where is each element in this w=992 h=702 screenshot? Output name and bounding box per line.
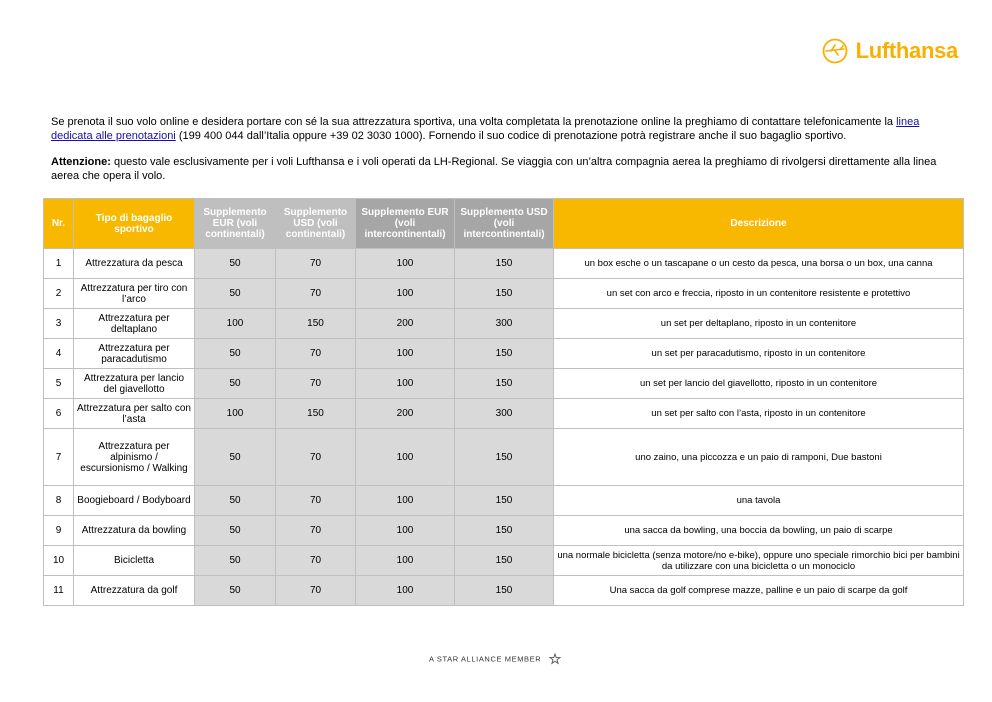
row-eur-intercontinental: 100: [356, 249, 455, 279]
row-nr: 6: [44, 399, 74, 429]
row-eur-continental: 50: [195, 516, 276, 546]
row-usd-intercontinental: 150: [455, 429, 554, 486]
table-row: [44, 309, 964, 339]
row-eur-intercontinental: 100: [356, 279, 455, 309]
header-type: Tipo di bagaglio sportivo: [74, 199, 195, 249]
row-usd-intercontinental: 300: [455, 399, 554, 429]
row-usd-continental: 70: [276, 249, 356, 279]
header-usd-intercontinental: Supplemento USD (voli intercontinentali): [455, 199, 554, 249]
row-nr: 10: [44, 546, 74, 576]
row-eur-continental: 50: [195, 249, 276, 279]
footer: [0, 653, 992, 665]
row-eur-continental: 50: [195, 486, 276, 516]
table-row: [44, 369, 964, 399]
row-usd-intercontinental: 150: [455, 339, 554, 369]
header-nr: Nr.: [44, 199, 74, 249]
row-usd-continental: 150: [276, 399, 356, 429]
table-row: [44, 576, 964, 606]
table-row: [44, 249, 964, 279]
table-row: [44, 339, 964, 369]
row-type: Attrezzatura da pesca: [74, 249, 195, 279]
row-eur-intercontinental: 100: [356, 339, 455, 369]
row-nr: 11: [44, 576, 74, 606]
row-type: Boogieboard / Bodyboard: [74, 486, 195, 516]
row-eur-intercontinental: 100: [356, 546, 455, 576]
row-eur-continental: 100: [195, 399, 276, 429]
row-usd-intercontinental: 150: [455, 576, 554, 606]
row-nr: 9: [44, 516, 74, 546]
row-usd-continental: 70: [276, 486, 356, 516]
row-nr: 3: [44, 309, 74, 339]
row-eur-intercontinental: 100: [356, 576, 455, 606]
attention-label: Attenzione:: [51, 156, 111, 168]
row-eur-intercontinental: 100: [356, 516, 455, 546]
row-eur-intercontinental: 100: [356, 369, 455, 399]
row-description: una normale bicicletta (senza motore/no e-bike), oppure uno speciale rimorchio bici per bambini da utilizzare con una bicicletta o un monociclo: [554, 546, 964, 576]
row-description: Una sacca da golf comprese mazze, palline e un paio di scarpe da golf: [554, 576, 964, 606]
table-row: [44, 399, 964, 429]
intro-paragraph-2: [51, 155, 951, 183]
row-description: uno zaino, una piccozza e un paio di ramponi, Due bastoni: [554, 429, 964, 486]
row-usd-intercontinental: 150: [455, 516, 554, 546]
row-description: una sacca da bowling, una boccia da bowling, un paio di scarpe: [554, 516, 964, 546]
row-eur-continental: 100: [195, 309, 276, 339]
star-alliance-text: A STAR ALLIANCE MEMBER: [429, 654, 542, 664]
row-description: una tavola: [554, 486, 964, 516]
intro-p1-before: Se prenota il suo volo online e desidera portare con sé la sua attrezzatura sportiva, una volta completata la prenotazione online la preghiamo di contattare telefonicamente la: [51, 116, 897, 128]
intro-text: [51, 115, 951, 195]
row-eur-continental: 50: [195, 369, 276, 399]
row-nr: 7: [44, 429, 74, 486]
row-eur-continental: 50: [195, 546, 276, 576]
row-eur-continental: 50: [195, 576, 276, 606]
row-eur-intercontinental: 200: [356, 399, 455, 429]
sports-baggage-table: [43, 198, 964, 606]
row-eur-intercontinental: 200: [356, 309, 455, 339]
header-eur-continental: Supplemento EUR (voli continentali): [195, 199, 276, 249]
header-usd-continental: Supplemento USD (voli continentali): [276, 199, 356, 249]
booking-line-link[interactable]: linea dedicata alle prenotazioni: [51, 116, 920, 142]
table-row: [44, 279, 964, 309]
row-usd-intercontinental: 300: [455, 309, 554, 339]
row-description: un set per salto con l’asta, riposto in un contenitore: [554, 399, 964, 429]
row-type: Attrezzatura da bowling: [74, 516, 195, 546]
row-eur-intercontinental: 100: [356, 429, 455, 486]
row-type: Attrezzatura per lancio del giavellotto: [74, 369, 195, 399]
row-description: un set per lancio del giavellotto, riposto in un contenitore: [554, 369, 964, 399]
row-nr: 1: [44, 249, 74, 279]
row-type: Attrezzatura per paracadutismo: [74, 339, 195, 369]
star-alliance-icon: [547, 653, 563, 665]
row-type: Attrezzatura per alpinismo / escursionismo / Walking: [74, 429, 195, 486]
table-row: [44, 546, 964, 576]
row-nr: 4: [44, 339, 74, 369]
row-usd-intercontinental: 150: [455, 486, 554, 516]
row-usd-continental: 70: [276, 339, 356, 369]
table-header-row: [44, 199, 964, 249]
row-type: Attrezzatura da golf: [74, 576, 195, 606]
row-description: un box esche o un tascapane o un cesto da pesca, una borsa o un box, una canna: [554, 249, 964, 279]
table-row: [44, 429, 964, 486]
row-type: Attrezzatura per deltaplano: [74, 309, 195, 339]
row-eur-intercontinental: 100: [356, 486, 455, 516]
row-description: un set con arco e freccia, riposto in un contenitore resistente e protettivo: [554, 279, 964, 309]
attention-text: questo vale esclusivamente per i voli Lufthansa e i voli operati da LH-Regional. Se viaggia con un’altra compagnia aerea la preghiamo di rivolgersi direttamente alla linea aerea che opera il volo.: [51, 156, 937, 182]
row-type: Attrezzatura per tiro con l’arco: [74, 279, 195, 309]
lufthansa-logo: [822, 38, 958, 64]
row-nr: 5: [44, 369, 74, 399]
row-description: un set per paracadutismo, riposto in un contenitore: [554, 339, 964, 369]
row-usd-intercontinental: 150: [455, 249, 554, 279]
row-usd-continental: 70: [276, 516, 356, 546]
row-usd-intercontinental: 150: [455, 369, 554, 399]
row-eur-continental: 50: [195, 339, 276, 369]
table-row: [44, 516, 964, 546]
header-eur-intercontinental: Supplemento EUR (voli intercontinentali): [356, 199, 455, 249]
row-usd-continental: 70: [276, 576, 356, 606]
row-usd-intercontinental: 150: [455, 546, 554, 576]
row-usd-continental: 70: [276, 369, 356, 399]
row-usd-continental: 70: [276, 546, 356, 576]
row-eur-continental: 50: [195, 279, 276, 309]
intro-p1-after: (199 400 044 dall’Italia oppure +39 02 3030 1000). Fornendo il suo codice di prenotazione potrà registrare anche il suo bagaglio sportivo.: [175, 130, 847, 142]
row-eur-continental: 50: [195, 429, 276, 486]
row-usd-intercontinental: 150: [455, 279, 554, 309]
row-nr: 8: [44, 486, 74, 516]
brand-name: Lufthansa: [855, 38, 958, 63]
row-nr: 2: [44, 279, 74, 309]
table-row: [44, 486, 964, 516]
crane-logo-icon: [822, 38, 848, 64]
row-type: Attrezzatura per salto con l’asta: [74, 399, 195, 429]
header-description: Descrizione: [554, 199, 964, 249]
intro-paragraph-1: [51, 115, 951, 143]
row-type: Bicicletta: [74, 546, 195, 576]
row-usd-continental: 70: [276, 279, 356, 309]
row-usd-continental: 70: [276, 429, 356, 486]
row-usd-continental: 150: [276, 309, 356, 339]
row-description: un set per deltaplano, riposto in un contenitore: [554, 309, 964, 339]
